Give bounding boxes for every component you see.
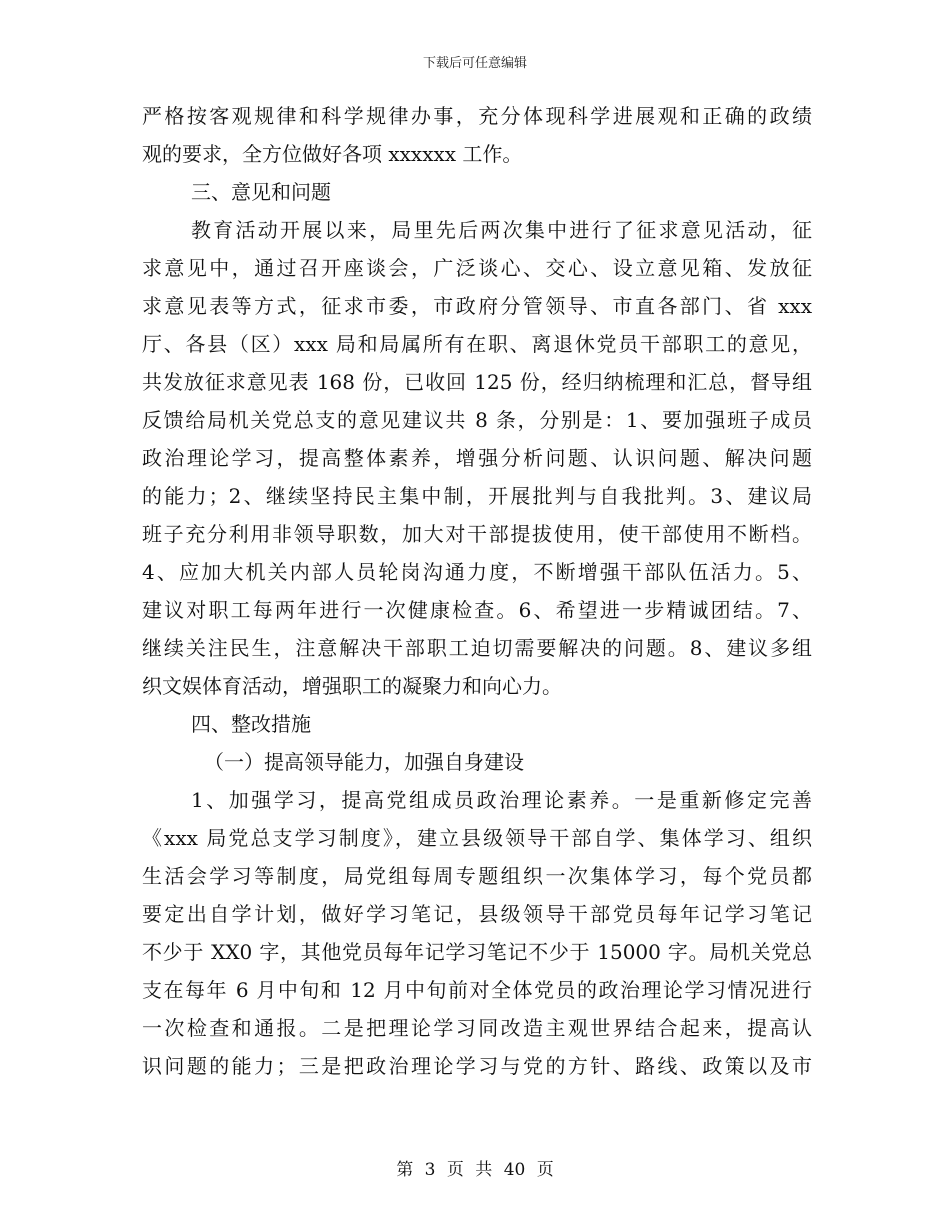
paragraph-line: 不少于 XX0 字，其他党员每年记学习笔记不少于 15000 字。局机关党总 — [142, 940, 812, 964]
paragraph-line: 识问题的能力；三是把政治理论学习与党的方针、路线、政策以及市 — [142, 1054, 812, 1078]
paragraph-line: 求意见中，通过召开座谈会，广泛谈心、交心、设立意见箱、发放征 — [142, 256, 812, 280]
paragraph-line: 反馈给局机关党总支的意见建议共 8 条，分别是：1、要加强班子成员 — [142, 408, 812, 432]
page-footer: 第 3 页 共 40 页 — [396, 1160, 554, 1180]
paragraph-line: 《xxx 局党总支学习制度》，建立县级领导干部自学、集体学习、组织 — [142, 826, 812, 850]
paragraph-line: 求意见表等方式，征求市委，市政府分管领导、市直各部门、省 xxx — [142, 294, 812, 318]
page-header: 下载后可任意编辑 — [422, 56, 527, 71]
paragraph-line: 一次检查和通报。二是把理论学习同改造主观世界结合起来，提高认 — [142, 1016, 812, 1040]
paragraph-line: 4、应加大机关内部人员轮岗沟通力度，不断增强干部队伍活力。5、 — [142, 560, 812, 584]
paragraph-line: 生活会学习等制度，局党组每周专题组织一次集体学习，每个党员都 — [142, 864, 812, 888]
paragraph-line: 织文娱体育活动，增强职工的凝聚力和向心力。 — [142, 674, 562, 698]
paragraph-line: （一）提高领导能力，加强自身建设 — [204, 750, 524, 774]
paragraph-line: 厅、各县（区）xxx 局和局属所有在职、离退休党员干部职工的意见， — [142, 332, 812, 356]
paragraph-line: 要定出自学计划，做好学习笔记，县级领导干部党员每年记学习笔记 — [142, 902, 812, 926]
paragraph-line: 支在每年 6 月中旬和 12 月中旬前对全体党员的政治理论学习情况进行 — [142, 978, 812, 1002]
paragraph-line: 四、整改措施 — [191, 712, 311, 736]
paragraph-line: 观的要求，全方位做好各项 xxxxxx 工作。 — [142, 142, 523, 166]
paragraph-line: 严格按客观规律和科学规律办事，充分体现科学进展观和正确的政绩 — [142, 104, 812, 128]
paragraph-line: 三、意见和问题 — [191, 180, 331, 204]
paragraph-line: 政治理论学习，提高整体素养，增强分析问题、认识问题、解决问题 — [142, 446, 812, 470]
paragraph-line: 班子充分利用非领导职数，加大对干部提拔使用，使干部使用不断档。 — [142, 522, 812, 546]
paragraph-line: 教育活动开展以来，局里先后两次集中进行了征求意见活动，征 — [191, 218, 812, 242]
paragraph-line: 继续关注民生，注意解决干部职工迫切需要解决的问题。8、建议多组 — [142, 636, 812, 660]
paragraph-line: 建议对职工每两年进行一次健康检查。6、希望进一步精诚团结。7、 — [142, 598, 812, 622]
paragraph-line: 的能力；2、继续坚持民主集中制，开展批判与自我批判。3、建议局 — [142, 484, 812, 508]
document-body — [142, 97, 812, 1085]
paragraph-line: 共发放征求意见表 168 份，已收回 125 份，经归纳梳理和汇总，督导组 — [142, 370, 812, 394]
paragraph-line: 1、加强学习，提高党组成员政治理论素养。一是重新修定完善 — [191, 788, 812, 812]
